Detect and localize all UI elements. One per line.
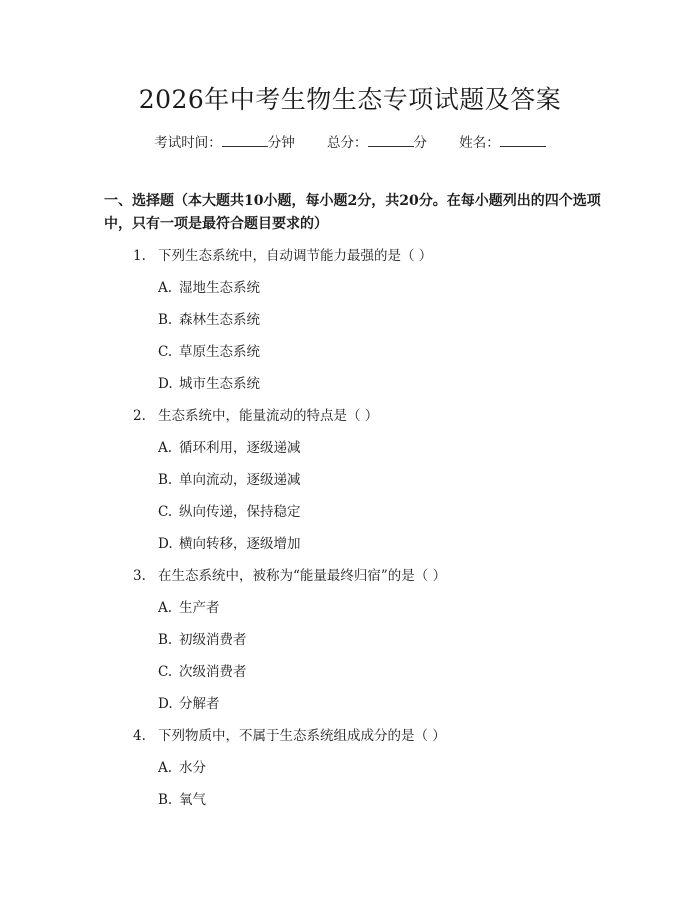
option (158, 788, 206, 808)
total-score-blank (368, 135, 414, 147)
option (158, 692, 220, 712)
option-text: 纵向传递，保持稳定 (179, 504, 301, 520)
option-letter: B. (158, 792, 173, 808)
option-text: 横向转移，逐级增加 (179, 536, 301, 552)
option-text: 次级消费者 (179, 664, 247, 680)
student-name (459, 135, 546, 151)
option-letter: A. (158, 600, 173, 616)
option-letter: C. (158, 664, 173, 680)
option-text: 湿地生态系统 (179, 280, 260, 296)
option-text: 草原生态系统 (179, 344, 260, 360)
option-text: 循环利用，逐级递减 (179, 440, 301, 456)
option-text: 氧气 (179, 792, 206, 808)
option (158, 500, 301, 520)
option-text: 初级消费者 (179, 632, 247, 648)
option-text: 水分 (179, 760, 206, 776)
total-score-label: 总分： (327, 135, 368, 151)
option (158, 340, 260, 360)
exam-time-label: 考试时间： (154, 135, 222, 151)
option-text: 城市生态系统 (179, 376, 260, 392)
option-letter: B. (158, 472, 173, 488)
option (158, 532, 301, 552)
student-name-label: 姓名： (459, 135, 500, 151)
option (158, 660, 247, 680)
option-letter: B. (158, 312, 173, 328)
total-score (327, 135, 427, 151)
question-number: 1. (133, 248, 146, 264)
student-name-blank (500, 135, 546, 147)
option-text: 森林生态系统 (179, 312, 260, 328)
page-title: 2026年中考生物生态专项试题及答案 (138, 85, 562, 114)
question (133, 244, 432, 264)
option (158, 596, 220, 616)
question-text: 下列物质中，不属于生态系统组成成分的是（ ） (158, 728, 446, 744)
option (158, 436, 301, 456)
option-letter: C. (158, 504, 173, 520)
option (158, 276, 260, 296)
question-number: 2. (133, 408, 146, 424)
option (158, 308, 260, 328)
question (133, 724, 446, 744)
option-letter: A. (158, 280, 173, 296)
exam-time-blank (222, 135, 268, 147)
exam-info (0, 131, 700, 151)
option-letter: D. (158, 536, 173, 552)
option-letter: D. (158, 696, 173, 712)
question (133, 404, 378, 424)
option-text: 生产者 (179, 600, 220, 616)
total-score-unit: 分 (413, 135, 427, 151)
question-text: 在生态系统中，被称为“能量最终归宿”的是（ ） (158, 568, 447, 584)
question-number: 3. (133, 568, 146, 584)
exam-time (154, 135, 295, 151)
question-text: 生态系统中，能量流动的特点是（ ） (158, 408, 379, 424)
section-heading: 一、选择题（本大题共10小题，每小题2分，共20分。在每小题列出的四个选项中，只有一项是最符合题目要求的） (104, 193, 601, 232)
option (158, 756, 206, 776)
option-letter: B. (158, 632, 173, 648)
question-number: 4. (133, 728, 146, 744)
option-letter: D. (158, 376, 173, 392)
option (158, 372, 260, 392)
exam-time-unit: 分钟 (267, 135, 295, 151)
option-letter: A. (158, 760, 173, 776)
option-letter: A. (158, 440, 173, 456)
option-letter: C. (158, 344, 173, 360)
option-text: 分解者 (179, 696, 220, 712)
question-text: 下列生态系统中，自动调节能力最强的是（ ） (158, 248, 433, 264)
question (133, 564, 446, 584)
option-text: 单向流动，逐级递减 (179, 472, 301, 488)
option (158, 628, 247, 648)
option (158, 468, 301, 488)
